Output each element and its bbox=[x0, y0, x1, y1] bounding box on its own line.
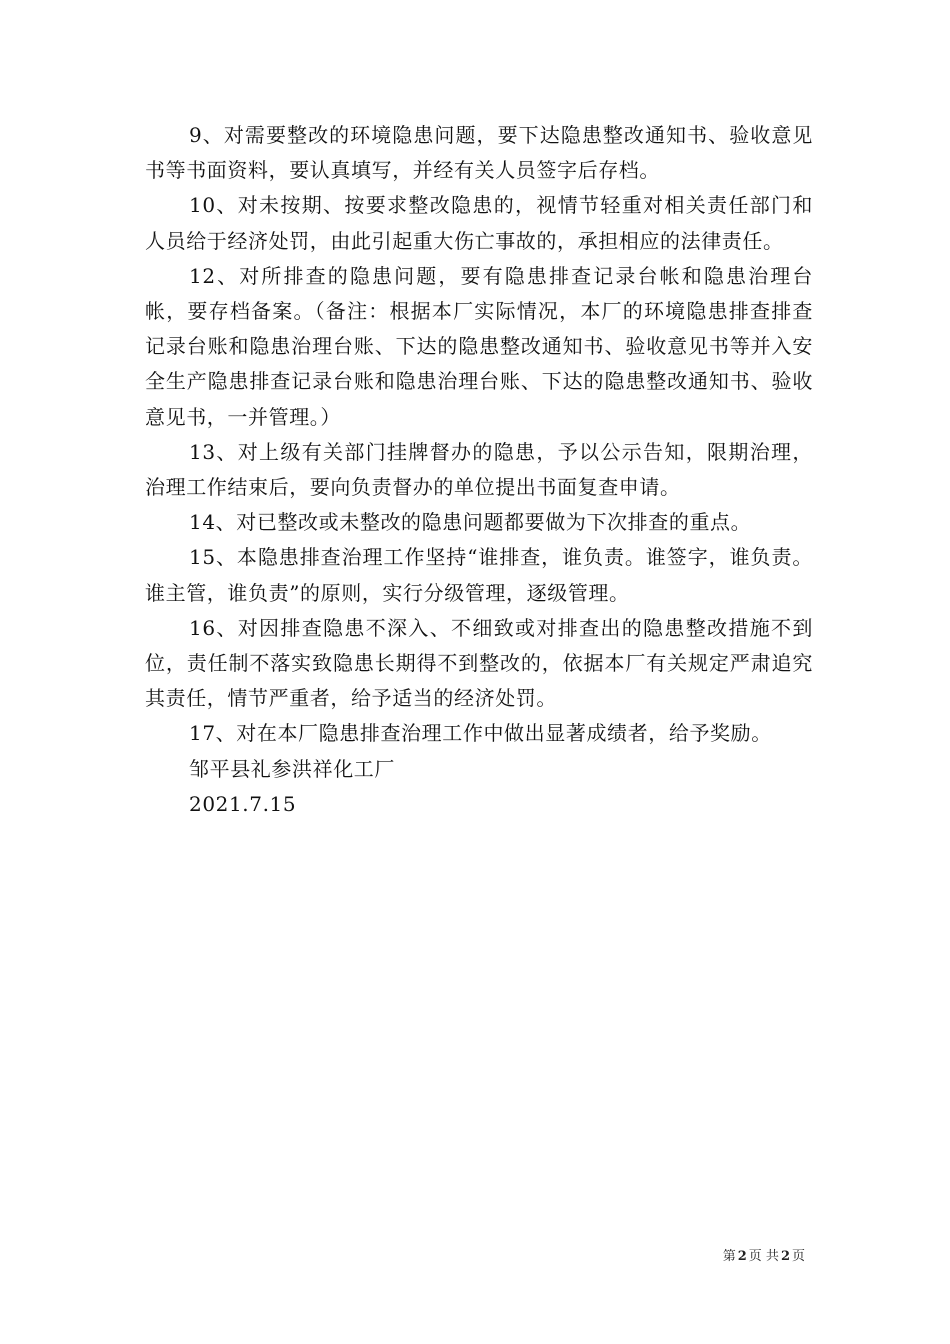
paragraph-15: 15、本隐患排查治理工作坚持“谁排查，谁负责。谁签字，谁负责。谁主管，谁负责”的原则，实行分级管理，逐级管理。 bbox=[145, 545, 813, 605]
paragraph-9: 9、对需要整改的环境隐患问题，要下达隐患整改通知书、验收意见书等书面资料，要认真填写，并经有关人员签字后存档。 bbox=[145, 123, 813, 183]
signature-organization: 邹平县礼参洪祥化工厂 bbox=[189, 756, 395, 781]
signature-date: 2021.7.15 bbox=[189, 791, 297, 816]
document-body bbox=[145, 118, 813, 822]
footer-suffix: 页 bbox=[791, 1249, 805, 1264]
paragraph-13: 13、对上级有关部门挂牌督办的隐患，予以公示告知，限期治理，治理工作结束后，要向负责督办的单位提出书面复查申请。 bbox=[145, 439, 813, 500]
paragraph-17: 17、对在本厂隐患排查治理工作中做出显著成绩者，给予奖励。 bbox=[189, 721, 772, 746]
page-footer bbox=[723, 1245, 805, 1264]
footer-prefix: 第 bbox=[722, 1249, 736, 1264]
footer-total-pages: 2 bbox=[780, 1249, 790, 1264]
paragraph-10: 10、对未按期、按要求整改隐患的，视情节轻重对相关责任部门和人员给于经济处罚，由此引起重大伤亡事故的，承担相应的法律责任。 bbox=[145, 193, 813, 253]
paragraph-14: 14、对已整改或未整改的隐患问题都要做为下次排查的重点。 bbox=[189, 510, 752, 535]
footer-middle: 页 共 bbox=[748, 1249, 779, 1264]
footer-current-page: 2 bbox=[737, 1249, 747, 1264]
paragraph-16: 16、对因排查隐患不深入、不细致或对排查出的隐患整改措施不到位，责任制不落实致隐患长期得不到整改的，依据本厂有关规定严肃追究其责任，情节严重者，给予适当的经济处罚。 bbox=[145, 615, 813, 711]
paragraph-12: 12、对所排查的隐患问题，要有隐患排查记录台帐和隐患治理台帐，要存档备案。（备注：根据本厂实际情况，本厂的环境隐患排查排查记录台账和隐患治理台账、下达的隐患整改通知书、验收意见书等并入安全生产隐患排查记录台账和隐患治理台账、下达的隐患整改通知书、验收意见书，一并管理。） bbox=[145, 263, 813, 429]
